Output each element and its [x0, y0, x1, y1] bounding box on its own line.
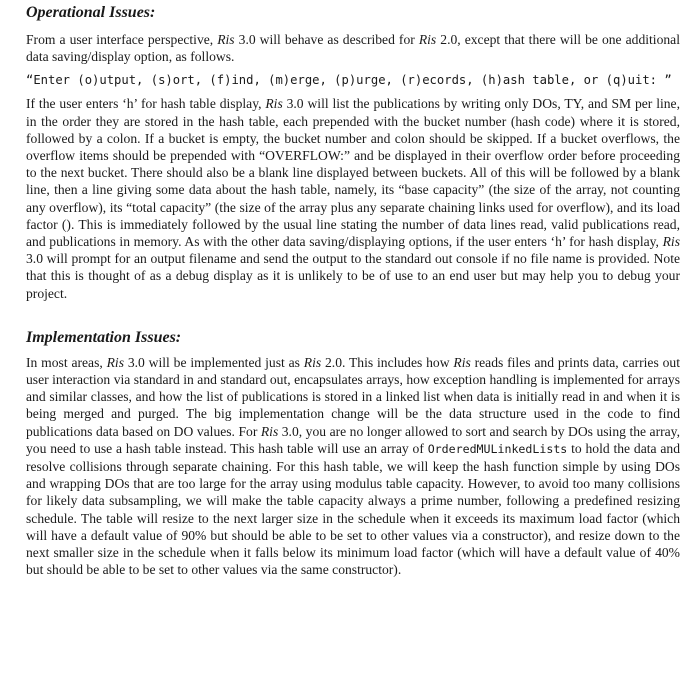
para-text: From a user interface perspective,: [26, 32, 218, 47]
ris-term: Ris: [453, 354, 471, 370]
ris-term: Ris: [418, 32, 437, 47]
class-name-code: OrderedMULinkedLists: [427, 441, 568, 456]
operational-issues-heading: Operational Issues:: [26, 4, 156, 21]
para-text: reads files and prints data, carries out user interaction via standard in and standard out, encapsulates arrays, how exception handling is implemented for arrays and similar classes, and how the list of publications is stored in a linked list when data is initially read in and when it is being merged and purged. The big implementation change will be the data structure used in the code to find publications data based on DO values. For: [26, 354, 680, 439]
ris-term: Ris: [303, 354, 322, 370]
hash-display-paragraph: [26, 95, 680, 301]
para-text: 3.0 will behave as described for: [234, 32, 419, 47]
para-text: In most areas,: [26, 354, 107, 370]
menu-prompt-code: “Enter (o)utput, (s)ort, (f)ind, (m)erge, (p)urge, (r)ecords, (h)ash table, or (q)uit: ”: [26, 73, 672, 88]
para-text: 3.0, you are no longer allowed to sort and search by DOs using the array, you need to use a hash table instead. This hash table will use an array of: [26, 423, 680, 456]
ris-term: Ris: [265, 96, 283, 112]
para-text: 3.0 will be implemented just as: [123, 354, 304, 370]
ris-term: Ris: [260, 423, 279, 439]
ris-term: Ris: [106, 354, 124, 370]
ris-term: Ris: [217, 32, 235, 47]
ris-term: Ris: [662, 234, 680, 250]
para-text: 3.0 will list the publications by writing only DOs, TY, and SM per line, in the order they are stored in the hash table, each prepended with the bucket number (hash code) where it is stored, followed by a colon. If a bucket is empty, the bucket number and colon should be skipped. If a bucket overflows, the overflow items should be prepended with “OVERFLOW:” and be displayed in their overflow order before proceeding to the next bucket. There should also be a blank line displayed between buckets. All of this will be followed by a blank line, then a line giving some data about the hash table, namely, its “base capacity” (the size of the array, not counting any overflow), its “total capacity” (the size of the array plus any separate chaining links used for overflow), and its load factor (). This is immediately followed by the usual line stating the number of data lines read, valid publications read, and publications in memory. As with the other data saving/displaying options, if the user enters ‘h’ for hash display,: [26, 96, 680, 250]
para-text: If the user enters ‘h’ for hash table display,: [26, 96, 266, 112]
para-text: 2.0. This includes how: [321, 354, 454, 370]
para-text: 2.0, except that there will be one additional data saving/display option, as follows.: [26, 32, 680, 65]
operational-intro-paragraph: [26, 31, 680, 65]
implementation-paragraph: [26, 354, 680, 579]
document-page: [26, 0, 680, 578]
para-text: 3.0 will prompt for an output filename and send the output to the standard out console if no file name is provided. Note that this is thought of as a debug display as it is unlikely to be of use to an end user but may help you to debug your project.: [26, 251, 680, 301]
para-text: to hold the data and resolve collisions through separate chaining. For this hash table, we will keep the hash function simple by using DOs and wrapping DOs that are too large for the array using modulus table capacity. However, to avoid too many collisions for likely data subsampling, we will make the table capacity always a prime number, following a predefined resizing schedule. The table will resize to the next larger size in the schedule when it exceeds its maximum load factor (which will have a default value of 90% but should be able to be set to other values via a constructor), and resize down to the next smaller size in the schedule when it falls below its minimum load factor (which will have a default value of 40% but should be able to be set to other values via the same constructor).: [26, 440, 680, 578]
implementation-issues-heading: Implementation Issues:: [26, 328, 182, 346]
